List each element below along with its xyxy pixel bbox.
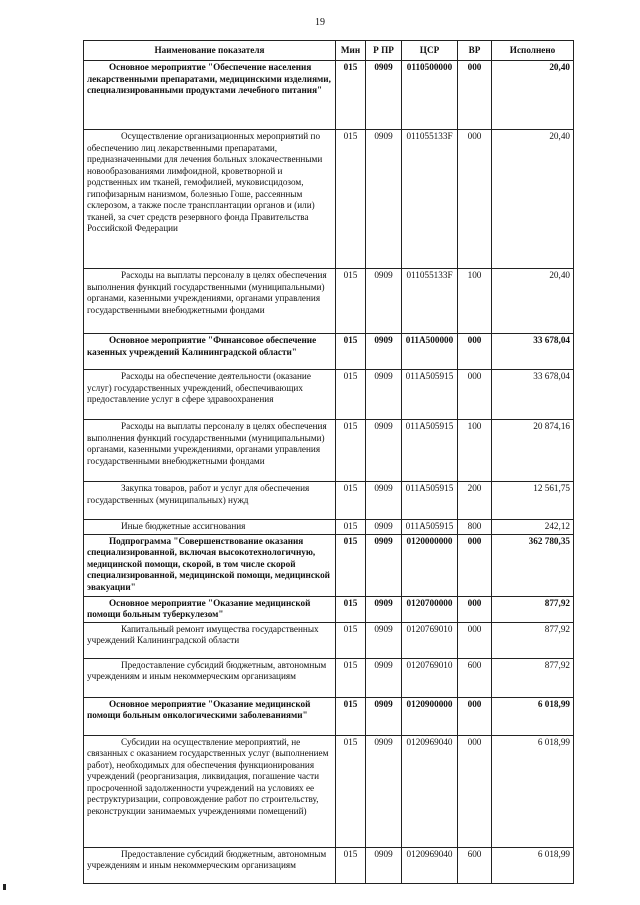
row-name: Капитальный ремонт имущества государственных учреждений Калининградской области	[84, 622, 336, 658]
header-done: Исполнено	[492, 41, 574, 61]
row-name: Подпрограмма "Совершенствование оказания специализированной, включая высокотехнологичную, медицинской помощи, скорой, в том числе скорой специализированной, медицинской помощи, медицинской эвакуации"	[84, 534, 336, 596]
row-name: Основное мероприятие "Оказание медицинской помощи больным онкологическими заболеваниями"	[84, 697, 336, 735]
table-row	[84, 534, 574, 596]
row-min: 015	[336, 534, 366, 596]
scan-mark	[3, 884, 6, 890]
row-done: 20,40	[492, 130, 574, 269]
row-min: 015	[336, 622, 366, 658]
row-vr: 000	[458, 596, 492, 622]
row-vr: 600	[458, 658, 492, 697]
header-csr: ЦСР	[402, 41, 458, 61]
row-rpr: 0909	[366, 420, 402, 482]
row-csr: 011А505915	[402, 520, 458, 535]
row-rpr: 0909	[366, 534, 402, 596]
table-row	[84, 622, 574, 658]
row-rpr: 0909	[366, 697, 402, 735]
row-vr: 000	[458, 130, 492, 269]
row-rpr: 0909	[366, 735, 402, 847]
table-row	[84, 370, 574, 420]
row-name: Предоставление субсидий бюджетным, автономным учреждениям и иным некоммерческим организациям	[84, 658, 336, 697]
row-rpr: 0909	[366, 269, 402, 334]
row-name: Предоставление субсидий бюджетным, автономным учреждениям и иным некоммерческим организациям	[84, 847, 336, 883]
row-csr: 011055133F	[402, 269, 458, 334]
row-vr: 000	[458, 735, 492, 847]
row-done: 877,92	[492, 622, 574, 658]
row-vr: 000	[458, 370, 492, 420]
row-rpr: 0909	[366, 658, 402, 697]
row-rpr: 0909	[366, 596, 402, 622]
table-row	[84, 482, 574, 520]
row-csr: 0120969040	[402, 735, 458, 847]
row-csr: 0120900000	[402, 697, 458, 735]
row-name: Иные бюджетные ассигнования	[84, 520, 336, 535]
row-name: Основное мероприятие "Финансовое обеспечение казенных учреждений Калининградской области"	[84, 334, 336, 370]
row-min: 015	[336, 269, 366, 334]
table-row	[84, 735, 574, 847]
row-done: 33 678,04	[492, 370, 574, 420]
row-vr: 000	[458, 61, 492, 130]
header-min: Мин	[336, 41, 366, 61]
row-min: 015	[336, 658, 366, 697]
row-csr: 011055133F	[402, 130, 458, 269]
row-csr: 011А500000	[402, 334, 458, 370]
table-row	[84, 269, 574, 334]
row-done: 33 678,04	[492, 334, 574, 370]
table-row	[84, 61, 574, 130]
table-row	[84, 847, 574, 883]
row-csr: 0120769010	[402, 622, 458, 658]
header-vr: ВР	[458, 41, 492, 61]
row-csr: 0120969040	[402, 847, 458, 883]
row-name: Субсидии на осуществление мероприятий, не связанных с оказанием государственных услуг (выполнением работ), необходимых для обеспечения функционирования учреждений (реорганизация, ликвидация, погашение части просроченной задолженности учреждений на условиях ее реструктуризации, сопровождение работ по строительству, реконструкции занимаемых учреждениями помещений)	[84, 735, 336, 847]
report-table	[83, 40, 574, 884]
row-csr: 011А505915	[402, 420, 458, 482]
row-vr: 000	[458, 622, 492, 658]
row-min: 015	[336, 130, 366, 269]
row-done: 877,92	[492, 658, 574, 697]
row-done: 6 018,99	[492, 735, 574, 847]
row-min: 015	[336, 596, 366, 622]
row-name: Закупка товаров, работ и услуг для обеспечения государственных (муниципальных) нужд	[84, 482, 336, 520]
page-number: 19	[315, 17, 325, 28]
row-rpr: 0909	[366, 130, 402, 269]
row-min: 015	[336, 482, 366, 520]
table-header-row	[84, 41, 574, 61]
row-name: Расходы на обеспечение деятельности (оказание услуг) государственных учреждений, обеспечивающих предоставление услуг в сфере здравоохранения	[84, 370, 336, 420]
row-vr: 000	[458, 697, 492, 735]
row-rpr: 0909	[366, 622, 402, 658]
row-min: 015	[336, 334, 366, 370]
row-csr: 011А505915	[402, 370, 458, 420]
row-min: 015	[336, 520, 366, 535]
row-vr: 000	[458, 534, 492, 596]
row-name: Осуществление организационных мероприятий по обеспечению лиц лекарственными препаратами, предназначенными для лечения больных злокачественными новообразованиями лимфоидной, кроветворной и родственных им тканей, гемофилией, муковисцидозом, гипофизарным нанизмом, болезнью Гоше, рассеянным склерозом, а также после трансплантации органов и (или) тканей, за счет средств резервного фонда Правительства Российской Федерации	[84, 130, 336, 269]
row-name: Расходы на выплаты персоналу в целях обеспечения выполнения функций государственными (муниципальными) органами, казенными учреждениями, органами управления государственными внебюджетными фондами	[84, 269, 336, 334]
table-row	[84, 658, 574, 697]
row-csr: 011А505915	[402, 482, 458, 520]
row-min: 015	[336, 61, 366, 130]
row-name: Расходы на выплаты персоналу в целях обеспечения выполнения функций государственными (муниципальными) органами, казенными учреждениями, органами управления государственными внебюджетными фондами	[84, 420, 336, 482]
row-rpr: 0909	[366, 334, 402, 370]
row-vr: 100	[458, 420, 492, 482]
row-min: 015	[336, 847, 366, 883]
row-done: 362 780,35	[492, 534, 574, 596]
row-min: 015	[336, 697, 366, 735]
table-row	[84, 596, 574, 622]
row-min: 015	[336, 370, 366, 420]
row-csr: 0110500000	[402, 61, 458, 130]
row-rpr: 0909	[366, 482, 402, 520]
row-name: Основное мероприятие "Оказание медицинской помощи больным туберкулезом"	[84, 596, 336, 622]
row-rpr: 0909	[366, 847, 402, 883]
row-vr: 000	[458, 334, 492, 370]
row-done: 242,12	[492, 520, 574, 535]
row-min: 015	[336, 420, 366, 482]
table-row	[84, 697, 574, 735]
table-row	[84, 334, 574, 370]
row-done: 20 874,16	[492, 420, 574, 482]
row-done: 20,40	[492, 61, 574, 130]
row-vr: 100	[458, 269, 492, 334]
row-csr: 0120700000	[402, 596, 458, 622]
row-name: Основное мероприятие "Обеспечение населения лекарственными препаратами, медицинскими изделиями, специализированными продуктами лечебного питания"	[84, 61, 336, 130]
row-vr: 600	[458, 847, 492, 883]
table-row	[84, 130, 574, 269]
row-vr: 200	[458, 482, 492, 520]
row-rpr: 0909	[366, 520, 402, 535]
row-csr: 0120769010	[402, 658, 458, 697]
row-rpr: 0909	[366, 370, 402, 420]
row-vr: 800	[458, 520, 492, 535]
row-done: 6 018,99	[492, 697, 574, 735]
row-done: 877,92	[492, 596, 574, 622]
table-row	[84, 520, 574, 535]
row-rpr: 0909	[366, 61, 402, 130]
row-done: 6 018,99	[492, 847, 574, 883]
header-name: Наименование показателя	[84, 41, 336, 61]
row-min: 015	[336, 735, 366, 847]
row-done: 12 561,75	[492, 482, 574, 520]
table-row	[84, 420, 574, 482]
row-csr: 0120000000	[402, 534, 458, 596]
row-done: 20,40	[492, 269, 574, 334]
header-rpr: Р ПР	[366, 41, 402, 61]
